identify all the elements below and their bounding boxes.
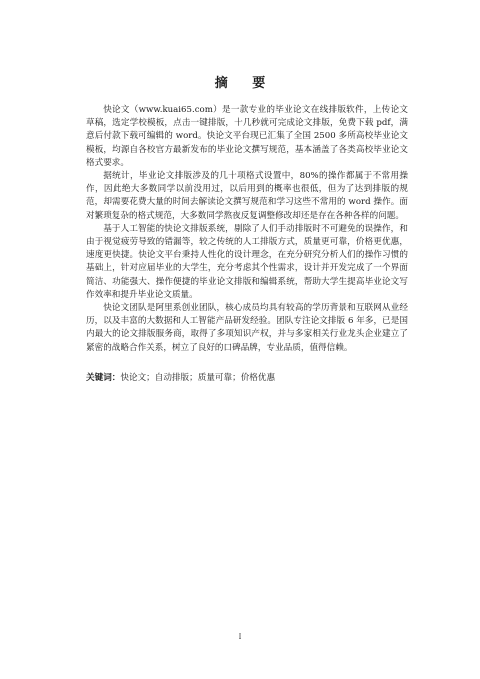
keywords-text: 快论文；自动排版；质量可靠；价格优惠 xyxy=(120,372,276,383)
abstract-body xyxy=(86,104,408,385)
keywords-label: 关键词： xyxy=(86,372,121,383)
abstract-paragraph-2: 据统计，毕业论文排版涉及的几十项格式设置中，80%的操作都属于不常用操作，因此绝大多数同学以前没用过，以后用到的概率也很低，但为了达到排版的规范，却需要花费大量的时间去解读论文撰写规范和学习这些不常用的 word 操作。面对繁琐复杂的格式规范，大多数同学熬夜反复调整修改却还是存在各种各样的问题。 xyxy=(86,171,408,221)
abstract-paragraph-1: 快论文（www.kuai65.com）是一款专业的毕业论文在线排版软件，上传论文草稿，选定学校模板，点击一键排版，十几秒就可完成论文排版，免费下载 pdf，满意后付款下载可编辑的 word。快论文平台现已汇集了全国 2500 多所高校毕业论文模板，均源自各校官方最新发布的毕业论文撰写规范，基本涵盖了各类高校毕业论文格式要求。 xyxy=(86,105,408,168)
abstract-paragraph-4: 快论文团队是阿里系创业团队，核心成员均具有较高的学历背景和互联网从业经历，以及丰富的大数据和人工智能产品研发经验。团队专注论文排版 6 年多，已是国内最大的论文排版服务商，取得了多项知识产权，并与多家相关行业龙头企业建立了紧密的战略合作关系，树立了良好的口碑品牌，专业品质，值得信赖。 xyxy=(86,303,408,353)
keywords-line xyxy=(86,372,408,385)
page-number: I xyxy=(238,633,242,641)
abstract-title: 摘 要 xyxy=(214,76,276,91)
abstract-paragraph-3: 基于人工智能的快论文排版系统，剔除了人们手动排版时不可避免的误操作，和由于视觉疲劳导致的错漏等，较之传统的人工排版方式，质量更可靠，价格更优惠，速度更快捷。快论文平台秉持人性化的设计理念，在充分研究分析人们的操作习惯的基础上，针对应届毕业的大学生，充分考虑其个性需求，设计并开发完成了一个界面简洁、功能强大、操作便捷的毕业论文排版和编辑系统，帮助大学生提高毕业论文写作效率和提升毕业论文质量。 xyxy=(86,223,408,300)
